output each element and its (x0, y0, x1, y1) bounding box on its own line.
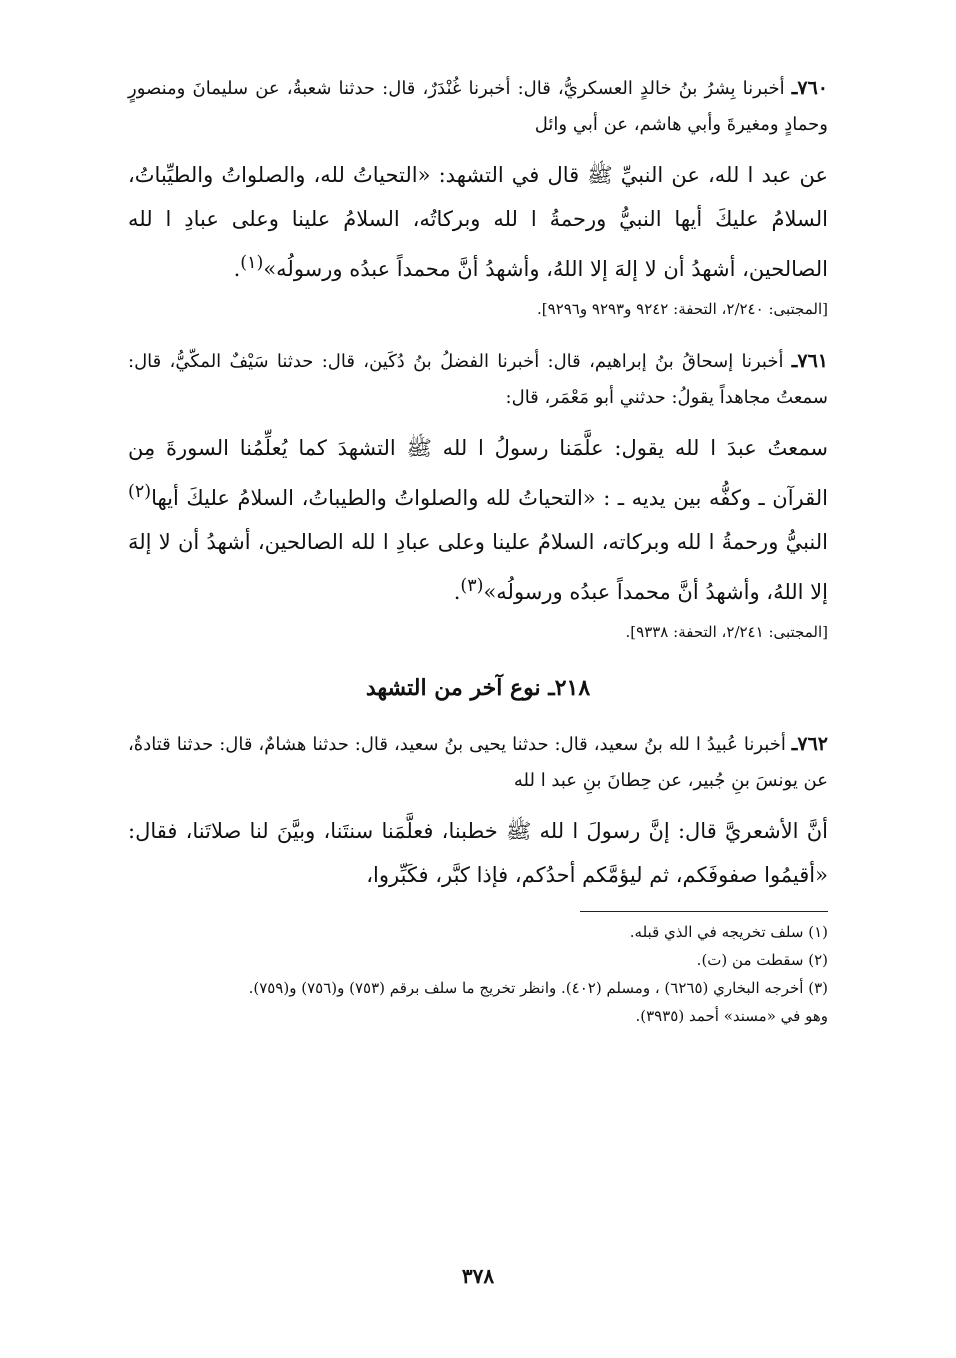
hadith-762-isnad (128, 726, 828, 799)
footnote-3: (٣) أخرجه البخاري (٦٢٦٥) ، ومسلم (٤٠٢). وانظر تخريج ما سلف برقم (٧٥٣) و(٧٥٦) و(٧٥٩). (248, 979, 828, 997)
hadith-761-matn-a: سمعتُ عبدَ ا لله يقول: علَّمَنا رسولُ ا لله ﷺ التشهدَ كما يُعلِّمُنا السورةَ مِن القرآن ـ وكفُّه بين يديه ـ : «التحياتُ لله والصلواتُ والطيباتُ، السلامُ عليكَ أيها (128, 436, 828, 510)
hadith-760-reference: [المجتبى: ٢/٢٤٠، التحفة: ٩٢٤٢ و٩٢٩٣ و٩٢٩٦]. (537, 300, 828, 318)
hadith-761 (128, 343, 828, 644)
footnote-1: (١) سلف تخريجه في الذي قبله. (629, 923, 828, 941)
hadith-762-number: ٧٦٢ـ (791, 733, 828, 755)
footnote-2: (٢) سقطت من (ت). (696, 951, 828, 969)
footnote-mark-1: (١) (240, 253, 264, 273)
page-number: ٣٧٨ (461, 1264, 495, 1288)
hadith-760-number: ٧٦٠ـ (791, 77, 828, 99)
hadith-760-matn-text: عن عبد ا لله، عن النبيِّ ﷺ قال في التشهد: «التحياتُ لله، والصلواتُ والطيِّباتُ، السلامُ عليكَ أيها النبيُّ ورحمةُ ا لله وبركاتُه، السلامُ علينا وعلى عبادِ ا لله الصالحين، أشهدُ أن لا إلهَ إلا اللهُ، وأشهدُ أنَّ محمداً عبدُه ورسولُه» (128, 163, 828, 281)
hadith-760-matn (128, 153, 828, 291)
hadith-761-isnad (128, 343, 828, 416)
hadith-761-number: ٧٦١ـ (791, 350, 828, 372)
chapter-title: ٢١٨ـ نوع آخر من التشهد (365, 675, 591, 701)
hadith-762 (128, 726, 828, 897)
footnote-separator (580, 911, 828, 912)
hadith-762-isnad-text: أخبرنا عُبيدُ ا لله بنُ سعيد، قال: حدثنا يحيى بنُ سعيد، قال: حدثنا هشامٌ، قال: حدثنا قتادةُ، عن يونسَ بنِ جُبير، عن حِطانَ بنِ عبد ا لله (128, 734, 828, 791)
footnote-3-continued: وهو في «مسند» أحمد (٣٩٣٥). (635, 1007, 828, 1025)
footnote-mark-3: (٣) (460, 576, 484, 596)
footnote-mark-2: (٢) (128, 482, 152, 502)
hadith-760-isnad (128, 70, 828, 143)
hadith-761-matn (128, 426, 828, 614)
hadith-762-matn: أنَّ الأشعريَّ قال: إنَّ رسولَ ا لله ﷺ خطبنا، فعلَّمَنا سنتَنا، وبيَّنَ لنا صلاتَنا، فقال: «أقيمُوا صفوفَكم، ثم ليؤمَّكم أحدُكم، فإذا كبَّر، فكَبِّروا، (128, 819, 828, 887)
hadith-760-isnad-text: أخبرنا بِشرُ بنُ خالدٍ العسكريُّ، قال: أخبرنا غُنْدَرٌ، قال: حدثنا شعبةُ، عن سليمانَ ومنصورٍ وحمادٍ ومغيرةَ وأبي هاشم، عن أبي وائل (128, 78, 828, 135)
hadith-761-reference: [المجتبى: ٢/٢٤١، التحفة: ٩٣٣٨]. (625, 623, 828, 641)
hadith-761-matn-b: النبيُّ ورحمةُ ا لله وبركاته، السلامُ علينا وعلى عبادِ ا لله الصالحين، أشهدُ أن لا إلهَ إلا اللهُ، وأشهدُ أنَّ محمداً عبدُه ورسولُه» (128, 530, 828, 604)
hadith-761-isnad-text: أخبرنا إسحاقُ بنُ إبراهيم، قال: أخبرنا الفضلُ بنُ دُكَين، قال: حدثنا سَيْفٌ المكّيُّ، قال: سمعتُ مجاهداً يقولُ: حدثني أبو مَعْمَر، قال: (128, 351, 828, 408)
hadith-760-end: . (233, 257, 241, 281)
hadith-761-end: . (453, 580, 461, 604)
footnotes (128, 918, 828, 1030)
hadith-760 (128, 70, 828, 321)
